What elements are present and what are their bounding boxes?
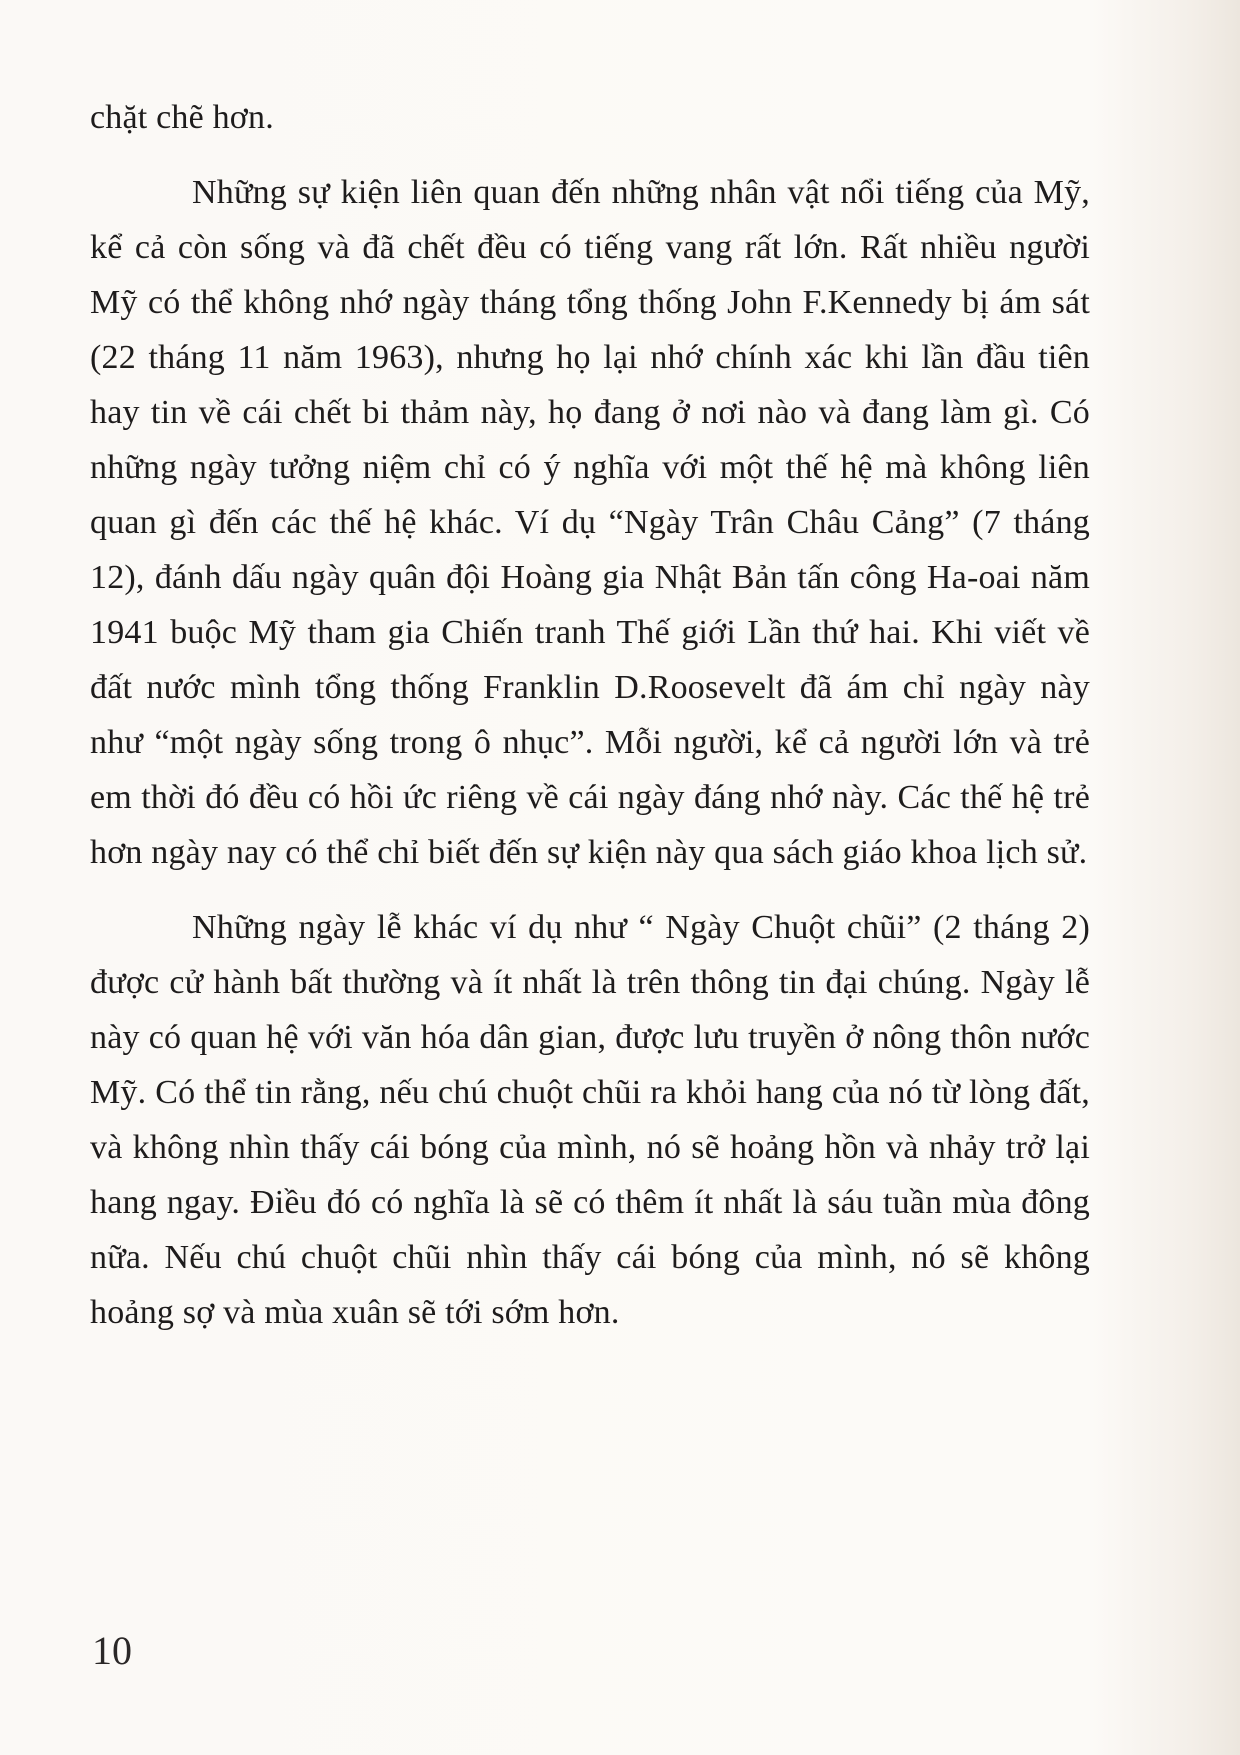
page-number: 10 <box>92 1628 132 1673</box>
paragraph-groundhog-day: Những ngày lễ khác ví dụ như “ Ngày Chuột chũi” (2 tháng 2) được cử hành bất thường và ít nhất là trên thông tin đại chúng. Ngày lễ này có quan hệ với văn hóa dân gian, được lưu truyền ở nông thôn nước Mỹ. Có thể tin rằng, nếu chú chuột chũi ra khỏi hang của nó từ lòng đất, và không nhìn thấy cái bóng của mình, nó sẽ hoảng hồn và nhảy trở lại hang ngay. Điều đó có nghĩa là sẽ có thêm ít nhất là sáu tuần mùa đông nữa. Nếu chú chuột chũi nhìn thấy cái bóng của mình, nó sẽ không hoảng sợ và mùa xuân sẽ tới sớm hơn. <box>90 909 1090 1331</box>
body-text <box>90 90 1090 1340</box>
paragraph-famous-events: Những sự kiện liên quan đến những nhân vật nổi tiếng của Mỹ, kể cả còn sống và đã chết đều có tiếng vang rất lớn. Rất nhiều người Mỹ có thể không nhớ ngày tháng tổng thống John F.Kennedy bị ám sát (22 tháng 11 năm 1963), nhưng họ lại nhớ chính xác khi lần đầu tiên hay tin về cái chết bi thảm này, họ đang ở nơi nào và đang làm gì. Có những ngày tưởng niệm chỉ có ý nghĩa với một thế hệ mà không liên quan gì đến các thế hệ khác. Ví dụ “Ngày Trân Châu Cảng” (7 tháng 12), đánh dấu ngày quân đội Hoàng gia Nhật Bản tấn công Ha-oai năm 1941 buộc Mỹ tham gia Chiến tranh Thế giới Lần thứ hai. Khi viết về đất nước mình tổng thống Franklin D.Roosevelt đã ám chỉ ngày này như “một ngày sống trong ô nhục”. Mỗi người, kể cả người lớn và trẻ em thời đó đều có hồi ức riêng về cái ngày đáng nhớ này. Các thế hệ trẻ hơn ngày nay có thể chỉ biết đến sự kiện này qua sách giáo khoa lịch sử. <box>90 174 1090 871</box>
paragraph-continuation: chặt chẽ hơn. <box>90 99 274 136</box>
